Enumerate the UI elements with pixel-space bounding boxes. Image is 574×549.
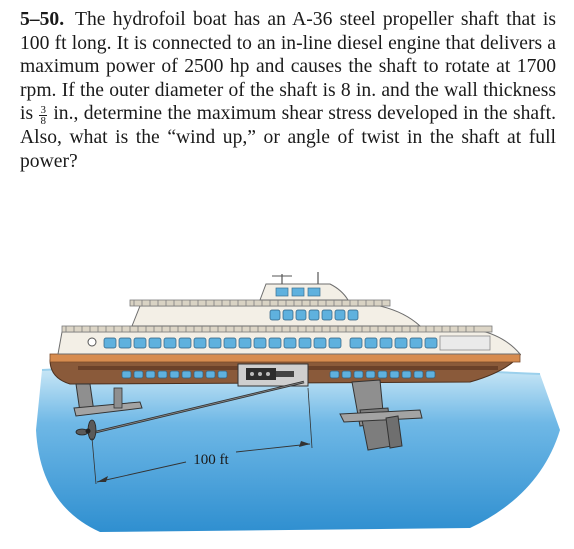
porthole	[402, 371, 411, 378]
porthole	[414, 371, 423, 378]
porthole	[206, 371, 215, 378]
cabin-window	[314, 338, 326, 348]
upper-window	[309, 310, 319, 320]
porthole	[378, 371, 387, 378]
porthole	[122, 371, 131, 378]
porthole	[390, 371, 399, 378]
upper-window	[270, 310, 280, 320]
problem-text-part-2: in., determine the maximum shear stress developed in the shaft. Also, what is the “wind up,” or angle of twist in the shaft at full power?	[20, 103, 556, 172]
cabin-window	[104, 338, 116, 348]
fraction-three-eighths	[39, 105, 47, 126]
cabin-window	[380, 338, 392, 348]
cabin-window	[410, 338, 422, 348]
fraction-numerator: 3	[40, 104, 46, 117]
upper-window	[283, 310, 293, 320]
porthole	[218, 371, 227, 378]
porthole	[426, 371, 435, 378]
cabin-window	[164, 338, 176, 348]
cabin-window	[239, 338, 251, 348]
upper-window	[296, 310, 306, 320]
problem-number: 5–50.	[20, 9, 65, 30]
problem-text	[20, 8, 556, 174]
cabin-window	[254, 338, 266, 348]
porthole	[134, 371, 143, 378]
porthole	[330, 371, 339, 378]
cabin-window	[179, 338, 191, 348]
cabin-window	[329, 338, 341, 348]
cabin-window	[395, 338, 407, 348]
cabin-window	[149, 338, 161, 348]
porthole	[354, 371, 363, 378]
porthole	[342, 371, 351, 378]
cabin-window	[119, 338, 131, 348]
dimension-label: 100 ft	[193, 452, 229, 468]
wheelhouse	[260, 272, 348, 300]
porthole	[182, 371, 191, 378]
cabin-window	[350, 338, 362, 348]
upper-window	[335, 310, 345, 320]
cabin-window	[299, 338, 311, 348]
upper-window	[348, 310, 358, 320]
problem-text-part-1: The hydrofoil boat has an A-36 steel propeller shaft that is 100 ft long. It is connected to an in-line diesel engine that delivers a maximum power of 2500 hp and causes the shaft to rotate at 1700 rpm. If the outer diameter of the shaft is 8 in. and the wall thickness is	[20, 9, 556, 125]
fraction-denominator: 8	[40, 115, 46, 128]
cabin-window	[284, 338, 296, 348]
cabin-window	[134, 338, 146, 348]
porthole	[194, 371, 203, 378]
upper-window	[322, 310, 332, 320]
main-deck-window-row	[104, 338, 437, 348]
cabin-window	[365, 338, 377, 348]
cabin-window	[194, 338, 206, 348]
cabin-window	[425, 338, 437, 348]
porthole	[158, 371, 167, 378]
cabin-window	[269, 338, 281, 348]
hydrofoil-boat-figure	[0, 270, 574, 549]
cabin-window	[209, 338, 221, 348]
porthole	[146, 371, 155, 378]
cabin-window	[224, 338, 236, 348]
upper-deck-window-row	[270, 310, 358, 320]
porthole	[366, 371, 375, 378]
porthole	[170, 371, 179, 378]
